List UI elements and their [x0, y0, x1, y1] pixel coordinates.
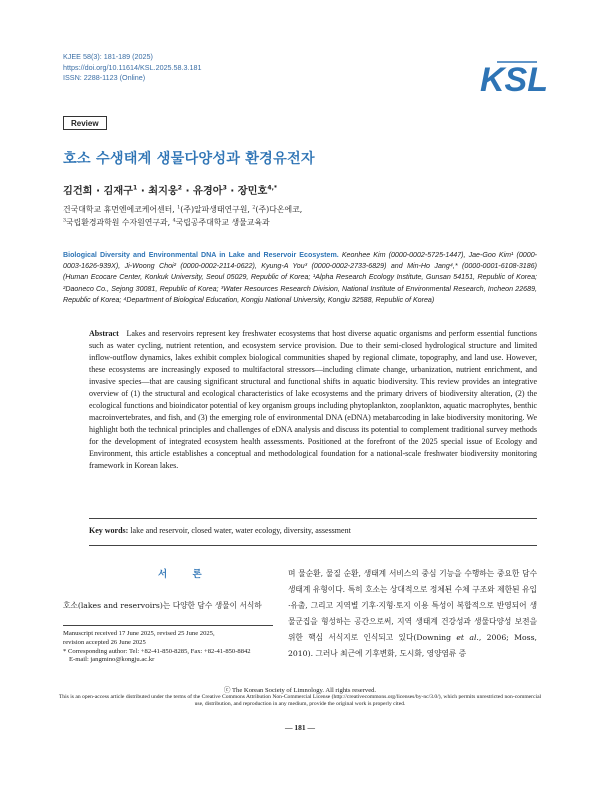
- journal-issn: ISSN: 2288-1123 (Online): [63, 73, 146, 82]
- body-column-left: [63, 598, 273, 613]
- english-header: [63, 250, 537, 306]
- author-sep: ·: [92, 186, 104, 197]
- received-note: Manuscript received 17 June 2025, revised 25 June 2025,: [63, 630, 215, 637]
- author-name: 김건희: [63, 186, 93, 197]
- affiliation-sup: 3: [63, 218, 67, 224]
- author-name: 김재구: [103, 186, 134, 197]
- section-heading: 서 론: [158, 569, 213, 580]
- affiliation-text: (주)다온에코,: [255, 205, 303, 214]
- article-type-badge: Review: [63, 116, 107, 130]
- corresponding-note: * Corresponding author: Tel: +82-41-850-8285, Fax: +82-41-850-8842: [63, 647, 251, 655]
- accepted-note: revision accepted 26 June 2025: [63, 638, 146, 646]
- affiliation-sup: 1: [177, 205, 181, 211]
- author-sep: ·: [137, 186, 149, 197]
- journal-info: [63, 52, 202, 84]
- manuscript-notes: [63, 630, 278, 665]
- author-name: 유경아: [193, 186, 223, 197]
- footnote-divider: [63, 625, 273, 626]
- keywords: [89, 526, 537, 535]
- author-sep: ·: [226, 186, 238, 197]
- journal-doi[interactable]: https://doi.org/10.11614/KSL.2025.58.3.181: [63, 62, 202, 72]
- english-title: Biological Diversity and Environmental DNA in Lake and Reservoir Ecosystem.: [63, 251, 339, 259]
- body-column-right: [288, 566, 537, 661]
- abstract-text: Lakes and reservoirs represent key freshwater ecosystems that host diverse aquatic organisms and perform essential functions such as water cycling, nutrient retention, and ecosystem service provision. Due to their semi-closed hydrological structure and limited inflow-outflow dynamics, lakes exhibit complex biological communities shaped by regional climate, topography, and land use. However, these ecosystems are increasingly exposed to multifactoral stressors—including climate change, urbanization, nutrient enrichment, and invasive species—that are causing significant structural and functional shifts in aquatic biodiversity. This review provides an integrative overview of (1) the structural and ecological characteristics of lake ecosystems and the primary drivers of biodiversity alteration, (2) the ecological functions and bioindicator potential of key organism groups including phytoplankton, zooplankton, aquatic macrophytes, benthic macroinvertebrates, and fish, and (3) the emerging role of environmental DNA (eDNA) metabarcoding in lake biodiversity monitoring. We highlight both the technical principles and challenges of eDNA analysis and discuss its potential to complement traditional survey methods for the development of integrated ecosystem health assessments. Positioned at the forefront of the 2025 special issue of Ecology and Environment, this article establishes a conceptual and methodological foundation for a national-scale freshwater biodiversity monitoring framework in Korean lakes.: [89, 329, 538, 470]
- affiliation-text: 국립공주대학교 생물교육과: [175, 218, 270, 227]
- divider: [89, 545, 537, 546]
- affiliation-text: 건국대학교 휴먼엔에코케어센터,: [63, 205, 178, 214]
- affiliation-text: (주)알파생태연구원,: [180, 205, 253, 214]
- korean-authors: [63, 182, 277, 197]
- copyright-notice: ⓒ The Korean Society of Limnology. All rights reserved.: [223, 687, 377, 694]
- author-sup: 3: [222, 184, 227, 192]
- email-note[interactable]: E-mail: jangmino@kongju.ac.kr: [69, 656, 155, 664]
- author-sup: 1: [133, 184, 138, 192]
- keywords-text: lake and reservoir, closed water, water ecology, diversity, assessment: [130, 526, 351, 535]
- ksl-logo-icon: [480, 58, 548, 99]
- intro-paragraph-continued: [288, 566, 537, 661]
- paragraph-text: , 2006; Moss, 2010). 그러나 최근에 기후변화, 도시화, 영양염류 증: [288, 632, 537, 658]
- abstract: [89, 328, 537, 472]
- abstract-label: Abstract: [89, 329, 119, 338]
- page-title: 호소 수생태계 생물다양성과 환경유전자: [63, 151, 315, 167]
- author-sup: 2: [177, 184, 183, 192]
- affiliation-line-1: [63, 203, 543, 216]
- author-sep: ·: [182, 186, 194, 197]
- affiliation-sup: 2: [252, 205, 256, 211]
- affiliation-text: 국립환경과학원 수자원연구과,: [66, 218, 173, 227]
- author-sup: 4,*: [267, 184, 278, 192]
- author-name: 장민호: [237, 186, 268, 197]
- affiliation-line-2: [63, 216, 543, 229]
- journal-citation: KJEE 58(3): 181-189 (2025): [63, 52, 153, 61]
- keywords-label: Key words:: [89, 526, 129, 535]
- divider: [89, 518, 537, 519]
- license-notice: This is an open-access article distributed under the terms of the Creative Commons Attribution Non-Commercial License (http://creativecommons.org/licenses/by-nc/3.0/), which permits unrestricted non-commercial use, distribution, and reproduction in any medium, provide the original work is properly cited.: [58, 694, 542, 708]
- paragraph-text: 며 물순환, 물질 순환, 생태계 서비스의 중심 기능을 수행하는 중요한 담수 생태계 유형이다. 특히 호소는 상대적으로 정체된 수체 구조와 제한된 유입·유출, 그리고 지역별 기후·지형·토지 이용 특성이 복합적으로 반영되어 생물군집을 형성하는 공간으로써, 지역 생태계 건강성과 생물다양성 보전을 위한 핵심 서식지로 인식되고 있다(Downing: [288, 569, 537, 642]
- ksl-logo-text: KSL: [480, 61, 548, 99]
- page-number: — 181 —: [285, 723, 315, 732]
- english-authors-affiliations: Keonhee Kim (0000-0002-5725-1447), Jae-Goo Kim¹ (0000-0003-1626-939X), Ji-Woong Choi² (0000-0002-2114-0622), Kyung-A You³ (0000-0002-2733-6829) and Min-Ho Jang⁴,* (0000-0001-6108-3186) (Human Ecocare Center, Konkuk University, Seoul 05029, Republic of Korea; ¹Alpha Research Ecology Institute, Gunsan 54151, Republic of Korea; ²Daoneco Co., Sejong 30081, Republic of Korea; ³Water Resources Research Division, National Institute of Environmental Research, Incheon 22689, Republic of Korea; ⁴Department of Biological Education, Kongju National University, Kongju 32588, Republic of Korea): [63, 251, 537, 304]
- korean-affiliations: [63, 203, 543, 229]
- paragraph-text-italic: et al.: [456, 632, 479, 642]
- intro-paragraph: 호소(lakes and reservoirs)는 다양한 담수 생물이 서식하: [63, 601, 262, 610]
- author-name: 최지웅: [148, 186, 178, 197]
- affiliation-sup: 4: [172, 218, 176, 224]
